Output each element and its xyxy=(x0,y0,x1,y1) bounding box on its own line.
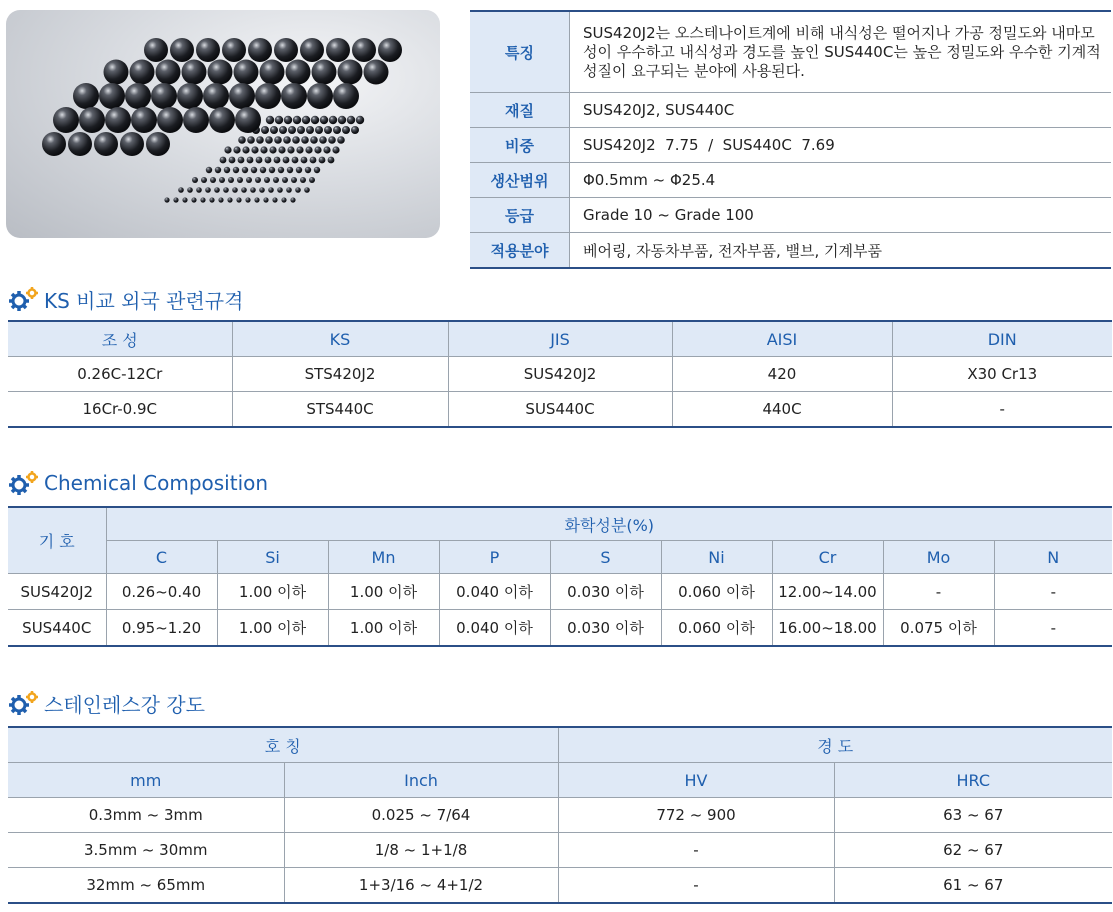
steel-ball xyxy=(283,157,290,164)
steel-ball xyxy=(255,177,261,183)
spec-row xyxy=(470,11,1111,93)
steel-ball xyxy=(277,187,283,193)
steel-ball xyxy=(256,136,264,144)
steel-ball xyxy=(229,157,236,164)
ks-table xyxy=(8,320,1112,428)
steel-ball xyxy=(236,197,241,202)
chem-cell: 0.95~1.20 xyxy=(106,610,217,647)
steel-ball xyxy=(255,83,281,109)
chem-section-heading xyxy=(8,468,268,498)
steel-ball xyxy=(105,107,131,133)
steel-ball xyxy=(254,197,259,202)
steel-ball xyxy=(328,157,335,164)
chem-cell: 0.030 이하 xyxy=(550,610,661,647)
steel-ball xyxy=(310,157,317,164)
spec-value: SUS420J2는 오스테나이트계에 비해 내식성은 떨어지나 가공 정밀도와 내마모성이 우수하고 내식성과 경도를 높인 SUS440C는 높은 정밀도와 우수한 기계적성질이 요구되는 분야에 사용된다. xyxy=(570,11,1112,93)
spec-row xyxy=(470,93,1111,128)
steel-ball xyxy=(227,197,232,202)
steel-ball xyxy=(306,126,314,134)
steel-ball xyxy=(314,167,320,173)
chem-cell: 0.060 이하 xyxy=(661,574,772,610)
steel-ball xyxy=(261,126,269,134)
steel-ball xyxy=(314,146,321,153)
steel-ball xyxy=(209,197,214,202)
steel-ball xyxy=(278,167,284,173)
steel-ball xyxy=(284,116,292,124)
steel-ball xyxy=(73,83,99,109)
steel-ball xyxy=(295,187,301,193)
steel-ball xyxy=(218,197,223,202)
strength-cell: 61 ~ 67 xyxy=(943,876,1004,894)
steel-ball xyxy=(205,187,211,193)
steel-ball xyxy=(94,132,118,156)
steel-ball xyxy=(287,167,293,173)
steel-ball xyxy=(183,107,209,133)
strength-cell: 1+3/16 ~ 4+1/2 xyxy=(284,868,558,904)
chem-cell: 1.00 이하 xyxy=(217,574,328,610)
spec-label: 재질 xyxy=(470,93,570,128)
steel-ball xyxy=(278,146,285,153)
table-row xyxy=(8,868,1112,904)
steel-ball xyxy=(215,167,221,173)
strength-section-title: 스테인레스강 강도 xyxy=(44,692,205,717)
steel-ball xyxy=(173,197,178,202)
steel-ball xyxy=(224,167,230,173)
steel-ball xyxy=(326,38,350,62)
steel-ball xyxy=(130,60,155,85)
steel-ball xyxy=(281,197,286,202)
ks-header: KS xyxy=(232,321,448,357)
steel-ball xyxy=(319,136,327,144)
steel-ball xyxy=(292,136,300,144)
steel-ball xyxy=(290,197,295,202)
strength-group-header: 경 도 xyxy=(558,727,1112,763)
strength-cell: - xyxy=(558,833,834,868)
steel-ball xyxy=(351,126,359,134)
steel-ball xyxy=(99,83,125,109)
strength-group-header: 호 칭 xyxy=(8,727,558,763)
ks-cell: SUS420J2 xyxy=(448,357,672,392)
steel-ball xyxy=(209,107,235,133)
steel-ball xyxy=(242,167,248,173)
steel-ball xyxy=(333,126,341,134)
steel-ball xyxy=(192,177,198,183)
chem-cell: - xyxy=(994,574,1112,610)
steel-ball xyxy=(329,116,337,124)
steel-ball xyxy=(247,157,254,164)
product-photo xyxy=(6,10,440,238)
steel-ball xyxy=(182,60,207,85)
steel-ball xyxy=(263,197,268,202)
ks-cell: 420 xyxy=(672,357,892,392)
steel-ball xyxy=(292,157,299,164)
strength-cell: 62 ~ 67 xyxy=(834,833,1112,868)
chem-cell: 0.060 이하 xyxy=(661,610,772,647)
chem-table xyxy=(8,506,1112,647)
strength-sub-header-row xyxy=(8,763,1112,798)
strength-cell: 3.5mm ~ 30mm xyxy=(8,833,284,868)
steel-ball xyxy=(309,177,315,183)
spec-value: SUS420J2, SUS440C xyxy=(570,93,1112,128)
ks-cell: X30 Cr13 xyxy=(892,357,1112,392)
spec-label: 적용분야 xyxy=(470,233,570,269)
steel-ball xyxy=(296,167,302,173)
steel-ball xyxy=(203,83,229,109)
ks-cell: 0.26C-12Cr xyxy=(8,357,232,392)
steel-ball xyxy=(300,177,306,183)
steel-ball xyxy=(293,116,301,124)
steel-ball xyxy=(219,177,225,183)
steel-ball xyxy=(182,197,187,202)
steel-ball xyxy=(208,60,233,85)
strength-group-header-row xyxy=(8,727,1112,763)
table-row xyxy=(8,357,1112,392)
ks-cell: STS420J2 xyxy=(232,357,448,392)
table-row xyxy=(8,392,1112,428)
strength-cell: 0.3mm ~ 3mm xyxy=(8,798,284,833)
spec-value: 베어링, 자동차부품, 전자부품, 밸브, 기계부품 xyxy=(583,241,882,260)
ks-section-heading xyxy=(8,284,243,314)
steel-ball xyxy=(291,177,297,183)
chem-cell: 1.00 이하 xyxy=(217,610,328,647)
table-row xyxy=(8,610,1112,647)
ks-cell: SUS440C xyxy=(448,392,672,428)
steel-ball xyxy=(323,146,330,153)
chem-cell: 16.00~18.00 xyxy=(772,610,883,647)
steel-ball xyxy=(302,116,310,124)
steel-ball xyxy=(200,197,205,202)
spec-value: Φ0.5mm ~ Φ25.4 xyxy=(570,163,1112,198)
steel-ball xyxy=(347,116,355,124)
steel-ball xyxy=(305,146,312,153)
steel-ball xyxy=(214,187,220,193)
steel-ball xyxy=(228,177,234,183)
steel-ball xyxy=(333,83,359,109)
steel-ball xyxy=(301,136,309,144)
chem-element-header: Si xyxy=(217,541,328,574)
ks-header: JIS xyxy=(448,321,672,357)
steel-ball xyxy=(283,136,291,144)
steel-ball xyxy=(281,83,307,109)
steel-ball xyxy=(264,177,270,183)
steel-ball xyxy=(125,83,151,109)
steel-ball xyxy=(269,167,275,173)
table-row xyxy=(8,833,1112,868)
steel-ball xyxy=(268,187,274,193)
steel-ball xyxy=(338,60,363,85)
steel-ball xyxy=(157,107,183,133)
steel-ball xyxy=(233,167,239,173)
ks-header-row xyxy=(8,321,1112,357)
steel-ball xyxy=(177,83,203,109)
steel-ball xyxy=(296,146,303,153)
steel-ball xyxy=(164,197,169,202)
steel-ball xyxy=(259,187,265,193)
chem-cell: 1.00 이하 xyxy=(328,574,439,610)
chem-cell: 0.26~0.40 xyxy=(106,574,217,610)
chem-group-header-row xyxy=(8,507,1112,541)
ks-cell: 16Cr-0.9C xyxy=(8,392,232,428)
spec-label: 등급 xyxy=(470,198,570,233)
steel-ball xyxy=(364,60,389,85)
steel-ball xyxy=(288,126,296,134)
steel-balls-image xyxy=(6,10,440,238)
steel-ball xyxy=(260,167,266,173)
steel-ball xyxy=(266,116,274,124)
steel-ball xyxy=(338,116,346,124)
steel-ball xyxy=(238,157,245,164)
steel-ball xyxy=(104,60,129,85)
steel-ball xyxy=(307,83,333,109)
chem-element-header: P xyxy=(439,541,550,574)
steel-ball xyxy=(68,132,92,156)
steel-ball xyxy=(272,197,277,202)
table-row xyxy=(8,574,1112,610)
steel-ball xyxy=(151,83,177,109)
spec-row xyxy=(470,233,1111,269)
steel-ball xyxy=(42,132,66,156)
chem-cell: 0.030 이하 xyxy=(550,574,661,610)
steel-ball xyxy=(328,136,336,144)
steel-ball xyxy=(206,167,212,173)
steel-ball xyxy=(260,146,267,153)
chem-symbol-header: 기 호 xyxy=(8,507,106,574)
ks-cell: STS440C xyxy=(232,392,448,428)
steel-ball xyxy=(196,38,220,62)
chem-element-header: Mn xyxy=(328,541,439,574)
steel-ball xyxy=(265,157,272,164)
gear-icon xyxy=(8,690,40,716)
steel-ball xyxy=(131,107,157,133)
steel-ball xyxy=(352,38,376,62)
chem-cell: 0.075 이하 xyxy=(883,610,994,647)
steel-ball xyxy=(170,38,194,62)
steel-ball xyxy=(246,177,252,183)
steel-ball xyxy=(251,146,258,153)
steel-ball xyxy=(356,116,364,124)
steel-ball xyxy=(224,146,231,153)
steel-ball xyxy=(222,38,246,62)
steel-ball xyxy=(279,126,287,134)
chem-element-header: Cr xyxy=(772,541,883,574)
steel-ball xyxy=(248,38,272,62)
steel-ball xyxy=(229,83,255,109)
strength-sub-header: HRC xyxy=(834,763,1112,798)
steel-ball xyxy=(53,107,79,133)
strength-section-heading xyxy=(8,688,205,718)
steel-ball xyxy=(311,116,319,124)
steel-ball xyxy=(378,38,402,62)
spec-label: 특징 xyxy=(470,11,570,93)
spec-table xyxy=(470,10,1111,269)
steel-ball xyxy=(304,187,310,193)
chem-cell: 0.040 이하 xyxy=(439,610,550,647)
chem-element-header: Mo xyxy=(883,541,994,574)
steel-ball xyxy=(260,60,285,85)
steel-ball xyxy=(210,177,216,183)
steel-ball xyxy=(245,197,250,202)
strength-sub-header: HV xyxy=(558,763,834,798)
steel-ball xyxy=(234,60,259,85)
steel-ball xyxy=(310,136,318,144)
steel-ball xyxy=(315,126,323,134)
steel-ball xyxy=(233,146,240,153)
steel-ball xyxy=(305,167,311,173)
steel-ball xyxy=(275,116,283,124)
steel-ball xyxy=(274,38,298,62)
chem-element-header-row xyxy=(8,541,1112,574)
ks-header: AISI xyxy=(672,321,892,357)
steel-ball xyxy=(342,126,350,134)
steel-ball xyxy=(232,187,238,193)
strength-cell: 772 ~ 900 xyxy=(558,798,834,833)
steel-ball xyxy=(265,136,273,144)
chem-cell: 0.040 이하 xyxy=(439,574,550,610)
steel-ball xyxy=(297,126,305,134)
spec-label: 생산범위 xyxy=(470,163,570,198)
strength-cell: 63 ~ 67 xyxy=(834,798,1112,833)
steel-ball xyxy=(319,157,326,164)
steel-ball xyxy=(301,157,308,164)
steel-ball xyxy=(332,146,339,153)
ks-header: DIN xyxy=(892,321,1112,357)
spec-value: Grade 10 ~ Grade 100 xyxy=(570,198,1112,233)
steel-ball xyxy=(286,60,311,85)
strength-table xyxy=(8,726,1112,904)
steel-ball xyxy=(187,187,193,193)
steel-ball xyxy=(196,187,202,193)
chem-element-header: N xyxy=(994,541,1112,574)
spec-row xyxy=(470,198,1111,233)
steel-ball xyxy=(273,177,279,183)
spec-label: 비중 xyxy=(470,128,570,163)
strength-sub-header: mm xyxy=(8,763,284,798)
table-row xyxy=(8,798,1112,833)
steel-ball xyxy=(238,136,246,144)
steel-ball xyxy=(274,157,281,164)
steel-ball xyxy=(144,38,168,62)
steel-ball xyxy=(178,187,184,193)
strength-cell: 0.025 ~ 7/64 xyxy=(284,798,558,833)
ks-cell: - xyxy=(999,400,1005,418)
steel-ball xyxy=(337,136,345,144)
chem-element-header: C xyxy=(106,541,217,574)
chem-group-header: 화학성분(%) xyxy=(106,507,1112,541)
steel-ball xyxy=(269,146,276,153)
steel-ball xyxy=(156,60,181,85)
spec-row xyxy=(470,163,1111,198)
steel-ball xyxy=(191,197,196,202)
steel-ball xyxy=(237,177,243,183)
steel-ball xyxy=(324,126,332,134)
steel-ball xyxy=(235,107,261,133)
steel-ball xyxy=(312,60,337,85)
steel-ball xyxy=(242,146,249,153)
strength-cell: - xyxy=(558,868,834,904)
strength-cell: 32mm ~ 65mm xyxy=(8,868,284,904)
steel-ball xyxy=(120,132,144,156)
chem-element-header: Ni xyxy=(661,541,772,574)
strength-sub-header: Inch xyxy=(284,763,558,798)
chem-cell: 1.00 이하 xyxy=(328,610,439,647)
spec-value: SUS420J2 7.75 / SUS440C 7.69 xyxy=(570,128,1112,163)
steel-ball xyxy=(223,187,229,193)
steel-ball xyxy=(256,157,263,164)
chem-section-title: Chemical Composition xyxy=(44,471,269,495)
strength-cell: 1/8 ~ 1+1/8 xyxy=(284,833,558,868)
steel-ball xyxy=(247,136,255,144)
steel-ball xyxy=(300,38,324,62)
chem-cell: 12.00~14.00 xyxy=(772,574,883,610)
chem-cell: - xyxy=(883,574,994,610)
gear-icon xyxy=(8,286,40,312)
steel-ball xyxy=(282,177,288,183)
spec-row xyxy=(470,128,1111,163)
ks-section-title: KS 비교 외국 관련규격 xyxy=(44,288,244,313)
steel-ball xyxy=(251,167,257,173)
ks-cell: 440C xyxy=(672,392,892,428)
steel-ball xyxy=(201,177,207,183)
chem-cell: SUS440C xyxy=(8,610,106,647)
steel-ball xyxy=(274,136,282,144)
steel-ball xyxy=(220,157,227,164)
steel-ball xyxy=(79,107,105,133)
steel-ball xyxy=(320,116,328,124)
chem-cell: SUS420J2 xyxy=(8,574,106,610)
steel-ball xyxy=(241,187,247,193)
steel-ball xyxy=(146,132,170,156)
steel-ball xyxy=(287,146,294,153)
chem-cell: - xyxy=(1050,618,1056,637)
gear-icon xyxy=(8,470,40,496)
steel-ball xyxy=(286,187,292,193)
chem-element-header: S xyxy=(550,541,661,574)
steel-ball xyxy=(270,126,278,134)
ks-header: 조 성 xyxy=(8,321,232,357)
steel-ball xyxy=(250,187,256,193)
